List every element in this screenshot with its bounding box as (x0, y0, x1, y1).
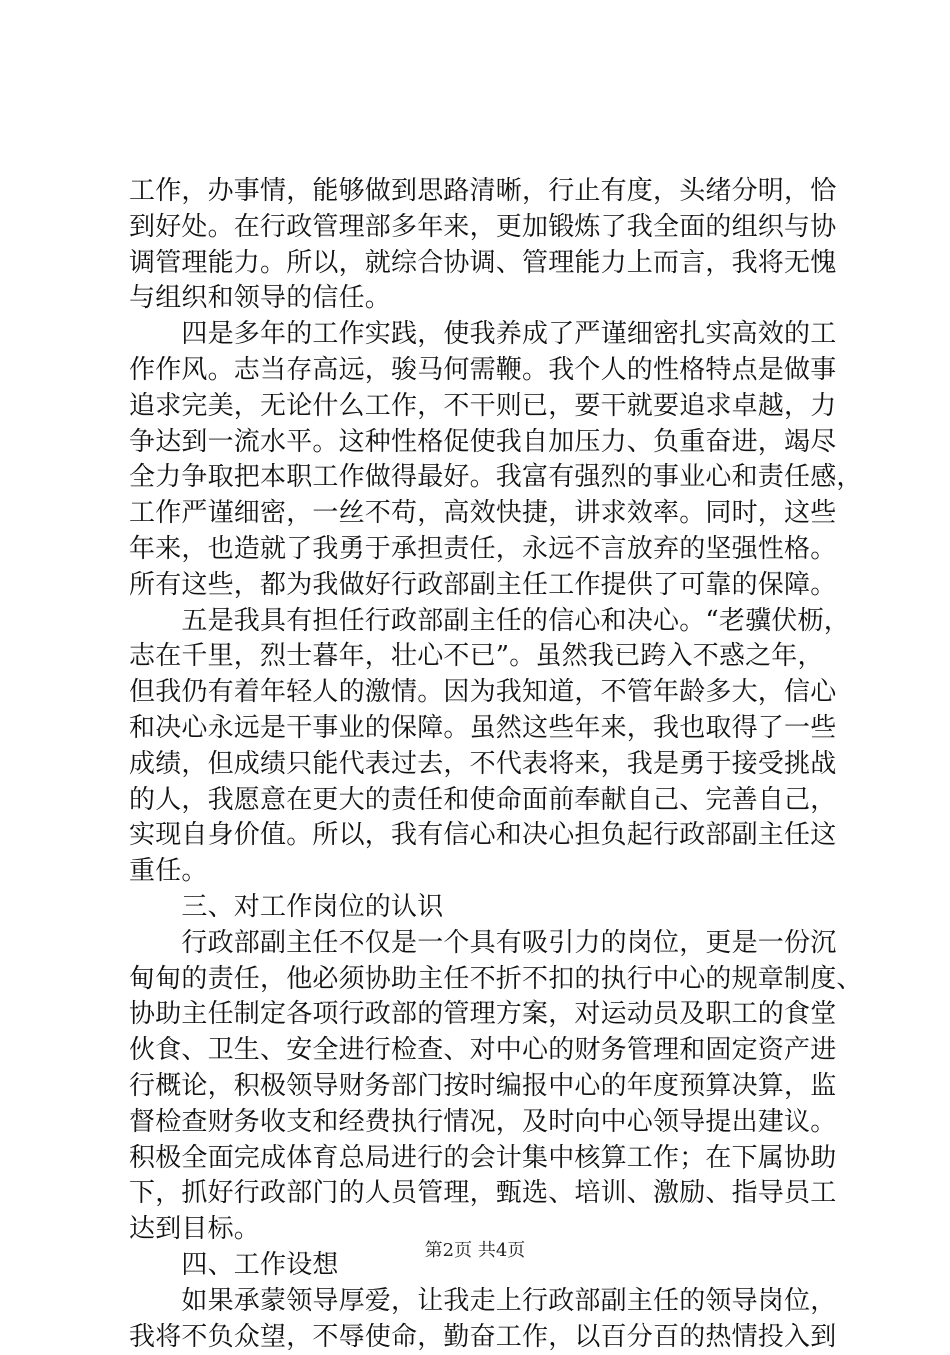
text-line: 伙食、卫生、安全进行检查、对中心的财务管理和固定资产进 (129, 1033, 829, 1069)
text-line: 达到目标。 (129, 1212, 829, 1248)
text-line: 与组织和领导的信任。 (129, 281, 829, 317)
text-line: 到好处。在行政管理部多年来，更加锻炼了我全面的组织与协 (129, 210, 829, 246)
text-line: 全力争取把本职工作做得最好。我富有强烈的事业心和责任感， (129, 460, 829, 496)
text-line: 但我仍有着年轻人的激情。因为我知道，不管年龄多大，信心 (129, 675, 829, 711)
text-line: 成绩，但成绩只能代表过去，不代表将来，我是勇于接受挑战 (129, 747, 829, 783)
text-line: 积极全面完成体育总局进行的会计集中核算工作；在下属协助 (129, 1141, 829, 1177)
text-line: 的人，我愿意在更大的责任和使命面前奉献自己、完善自己， (129, 783, 829, 819)
text-line: 如果承蒙领导厚爱，让我走上行政部副主任的领导岗位， (129, 1284, 829, 1320)
text-line: 年来，也造就了我勇于承担责任，永远不言放弃的坚强性格。 (129, 532, 829, 568)
text-line: 和决心永远是干事业的保障。虽然这些年来，我也取得了一些 (129, 711, 829, 747)
text-line: 志在千里，烈士暮年，壮心不已”。虽然我已跨入不惑之年， (129, 639, 829, 675)
text-line: 三、对工作岗位的认识 (129, 890, 829, 926)
text-line: 五是我具有担任行政部副主任的信心和决心。“老骥伏枥， (129, 604, 829, 640)
text-line: 行政部副主任不仅是一个具有吸引力的岗位，更是一份沉 (129, 926, 829, 962)
text-line: 工作，办事情，能够做到思路清晰，行止有度，头绪分明，恰 (129, 174, 829, 210)
text-line: 实现自身价值。所以，我有信心和决心担负起行政部副主任这 (129, 818, 829, 854)
page-footer: 第2页 共4页 (0, 1236, 950, 1262)
text-line: 工作严谨细密，一丝不苟，高效快捷，讲求效率。同时，这些 (129, 496, 829, 532)
text-line: 四是多年的工作实践，使我养成了严谨细密扎实高效的工 (129, 317, 829, 353)
text-line: 督检查财务收支和经费执行情况，及时向中心领导提出建议。 (129, 1105, 829, 1141)
text-line: 追求完美，无论什么工作，不干则已，要干就要追求卓越，力 (129, 389, 829, 425)
text-line: 作作风。志当存高远，骏马何需鞭。我个人的性格特点是做事 (129, 353, 829, 389)
text-line: 调管理能力。所以，就综合协调、管理能力上而言，我将无愧 (129, 246, 829, 282)
text-line: 甸甸的责任，他必须协助主任不折不扣的执行中心的规章制度、 (129, 962, 829, 998)
text-line: 行概论，积极领导财务部门按时编报中心的年度预算决算，监 (129, 1069, 829, 1105)
text-line: 下，抓好行政部门的人员管理，甄选、培训、激励、指导员工 (129, 1176, 829, 1212)
text-line: 争达到一流水平。这种性格促使我自加压力、负重奋进，竭尽 (129, 425, 829, 461)
text-line: 所有这些，都为我做好行政部副主任工作提供了可靠的保障。 (129, 568, 829, 604)
text-line: 重任。 (129, 854, 829, 890)
text-line: 我将不负众望，不辱使命，勤奋工作，以百分百的热情投入到 (129, 1320, 829, 1355)
text-line: 协助主任制定各项行政部的管理方案，对运动员及职工的食堂 (129, 997, 829, 1033)
document-body (129, 174, 829, 1355)
text-line: 四、工作设想 (129, 1248, 829, 1284)
